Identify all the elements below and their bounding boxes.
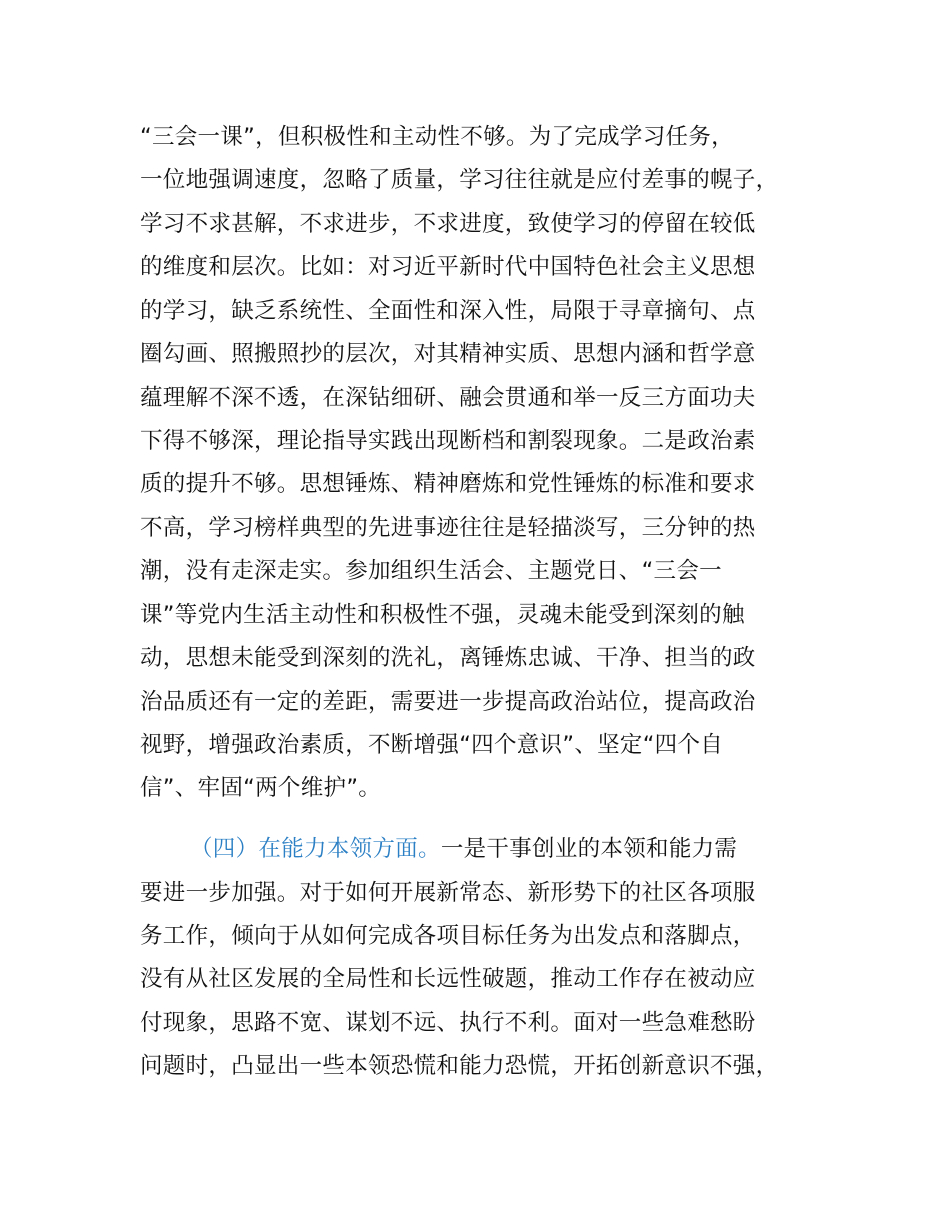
paragraph-line: 下得不够深，理论指导实践出现断档和割裂现象。二是政治素: [140, 428, 756, 454]
paragraph-line: 圈勾画、照搬照抄的层次，对其精神实质、思想内涵和哲学意: [140, 341, 756, 367]
paragraph-line: 要进一步加强。对于如何开展新常态、新形势下的社区各项服: [140, 880, 756, 906]
heading-line-rest: 一是干事创业的本领和能力需: [440, 836, 738, 862]
paragraph-line: 视野，增强政治素质，不断增强“四个意识”、坚定“四个自: [140, 732, 724, 758]
section-heading: （四）在能力本领方面。: [190, 836, 441, 862]
paragraph-line: 课”等党内生活主动性和积极性不强，灵魂未能受到深刻的触: [140, 602, 745, 628]
paragraph-line: 治品质还有一定的差距，需要进一步提高政治站位，提高政治: [140, 689, 756, 715]
paragraph-line: 不高，学习榜样典型的先进事迹往往是轻描淡写，三分钟的热: [140, 515, 756, 541]
paragraph-line: 一位地强调速度，忽略了质量，学习往往就是应付差事的幌子，: [140, 167, 779, 193]
paragraph-line: 没有从社区发展的全局性和长远性破题，推动工作存在被动应: [140, 966, 756, 992]
paragraph-line: 的学习，缺乏系统性、全面性和深入性，局限于寻章摘句、点: [140, 298, 756, 324]
paragraph-first-line: [190, 829, 737, 869]
paragraph-line: 务工作，倾向于从如何完成各项目标任务为出发点和落脚点，: [140, 923, 756, 949]
paragraph-line: 潮，没有走深走实。参加组织生活会、主题党日、“三会一: [140, 558, 722, 584]
paragraph-line: 学习不求甚解，不求进步，不求进度，致使学习的停留在较低: [140, 211, 756, 237]
paragraph-line: 信”、牢固“两个维护”。: [140, 775, 382, 801]
paragraph-line: 蕴理解不深不透，在深钻细研、融会贯通和举一反三方面功夫: [140, 385, 756, 411]
paragraph-line: 的维度和层次。比如：对习近平新时代中国特色社会主义思想: [140, 254, 756, 280]
paragraph-line: 问题时，凸显出一些本领恐慌和能力恐慌，开拓创新意识不强，: [140, 1053, 779, 1079]
paragraph-line: 质的提升不够。思想锤炼、精神磨炼和党性锤炼的标准和要求: [140, 471, 756, 497]
paragraph-line: “三会一课”，但积极性和主动性不够。为了完成学习任务，: [140, 124, 734, 150]
paragraph-line: 动，思想未能受到深刻的洗礼，离锤炼忠诚、干净、担当的政: [140, 645, 756, 671]
paragraph-line: 付现象，思路不宽、谋划不远、执行不利。面对一些急难愁盼: [140, 1010, 756, 1036]
